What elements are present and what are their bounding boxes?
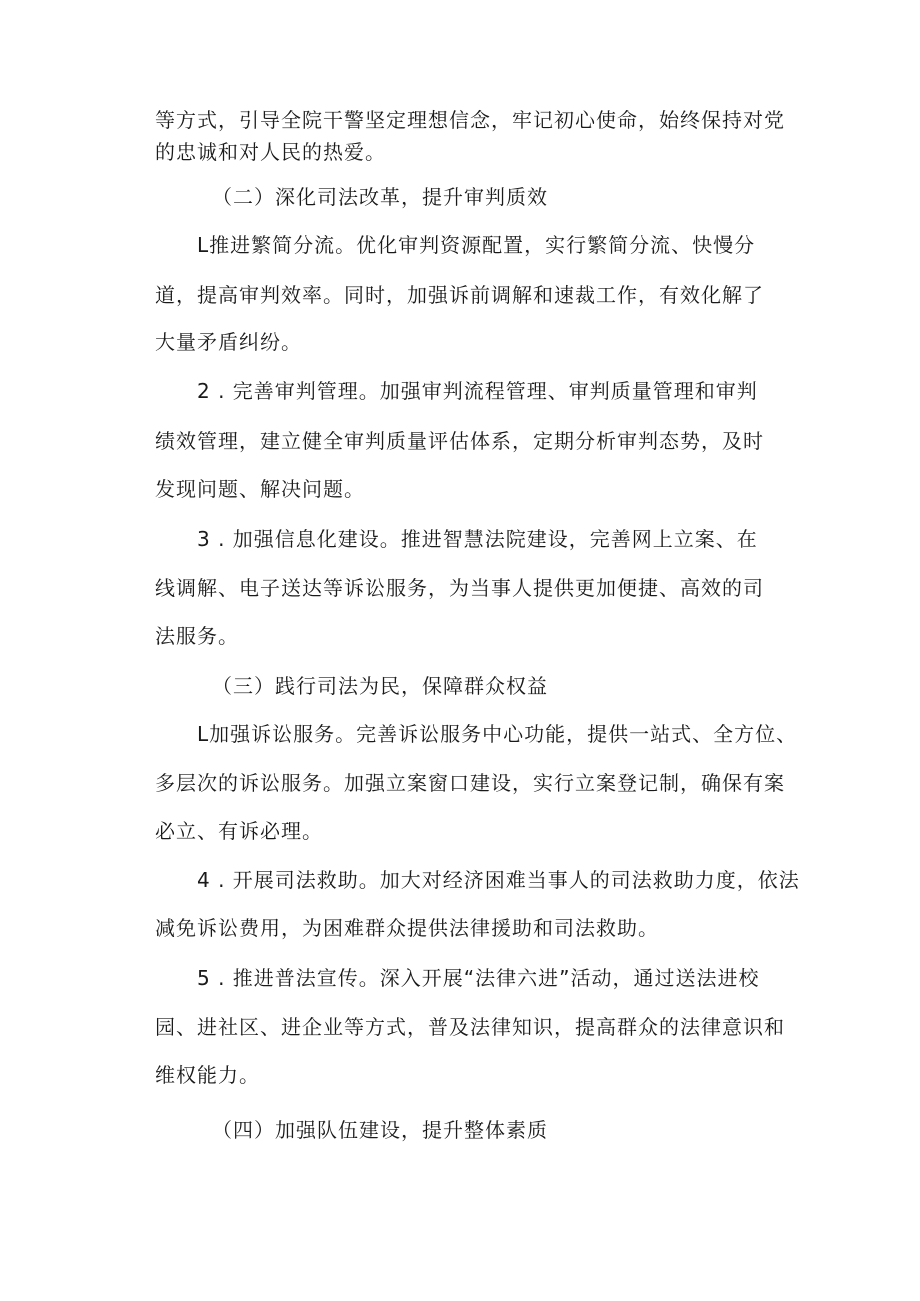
body-text-line: 维权能力。: [155, 1063, 260, 1087]
body-text-line: L推进繁简分流。优化审判资源配置，实行繁简分流、快慢分: [197, 233, 756, 257]
body-text-line: 2 . 完善审判管理。加强审判流程管理、审判质量管理和审判: [197, 379, 758, 403]
body-text-line: 必立、有诉必理。: [155, 819, 323, 843]
body-text-line: 发现问题、解决问题。: [155, 477, 365, 501]
section-heading: （二）深化司法改革，提升审判质效: [212, 185, 548, 209]
body-text-line: 线调解、电子送达等诉讼服务，为当事人提供更加便捷、高效的司: [155, 576, 764, 600]
section-heading: （四）加强队伍建设，提升整体素质: [212, 1118, 548, 1142]
body-text-line: 的忠诚和对人民的热爱。: [155, 140, 386, 164]
body-text-line: 3 . 加强信息化建设。推进智慧法院建设，完善网上立案、在: [197, 527, 758, 551]
body-text-line: 法服务。: [155, 624, 239, 648]
body-text-line: L加强诉讼服务。完善诉讼服务中心功能，提供一站式、全方位、: [197, 722, 798, 746]
section-heading: （三）践行司法为民，保障群众权益: [212, 674, 548, 698]
body-text-line: 大量矛盾纠纷。: [155, 330, 302, 354]
body-text-line: 多层次的诉讼服务。加强立案窗口建设，实行立案登记制，确保有案: [155, 771, 785, 795]
body-text-line: 绩效管理，建立健全审判质量评估体系，定期分析审判态势，及时: [155, 429, 764, 453]
body-text-line: 4 . 开展司法救助。加大对经济困难当事人的司法救助力度，依法: [197, 868, 800, 892]
body-text-line: 减免诉讼费用，为困难群众提供法律援助和司法救助。: [155, 916, 659, 940]
body-text-line: 等方式，引导全院干警坚定理想信念，牢记初心使命，始终保持对党: [155, 108, 785, 132]
body-text-line: 园、进社区、进企业等方式，普及法律知识，提高群众的法律意识和: [155, 1015, 785, 1039]
body-text-line: 道，提高审判效率。同时，加强诉前调解和速裁工作，有效化解了: [155, 283, 764, 307]
body-text-line: 5 . 推进普法宣传。深入开展“法律六进”活动，通过送法进校: [197, 966, 760, 990]
